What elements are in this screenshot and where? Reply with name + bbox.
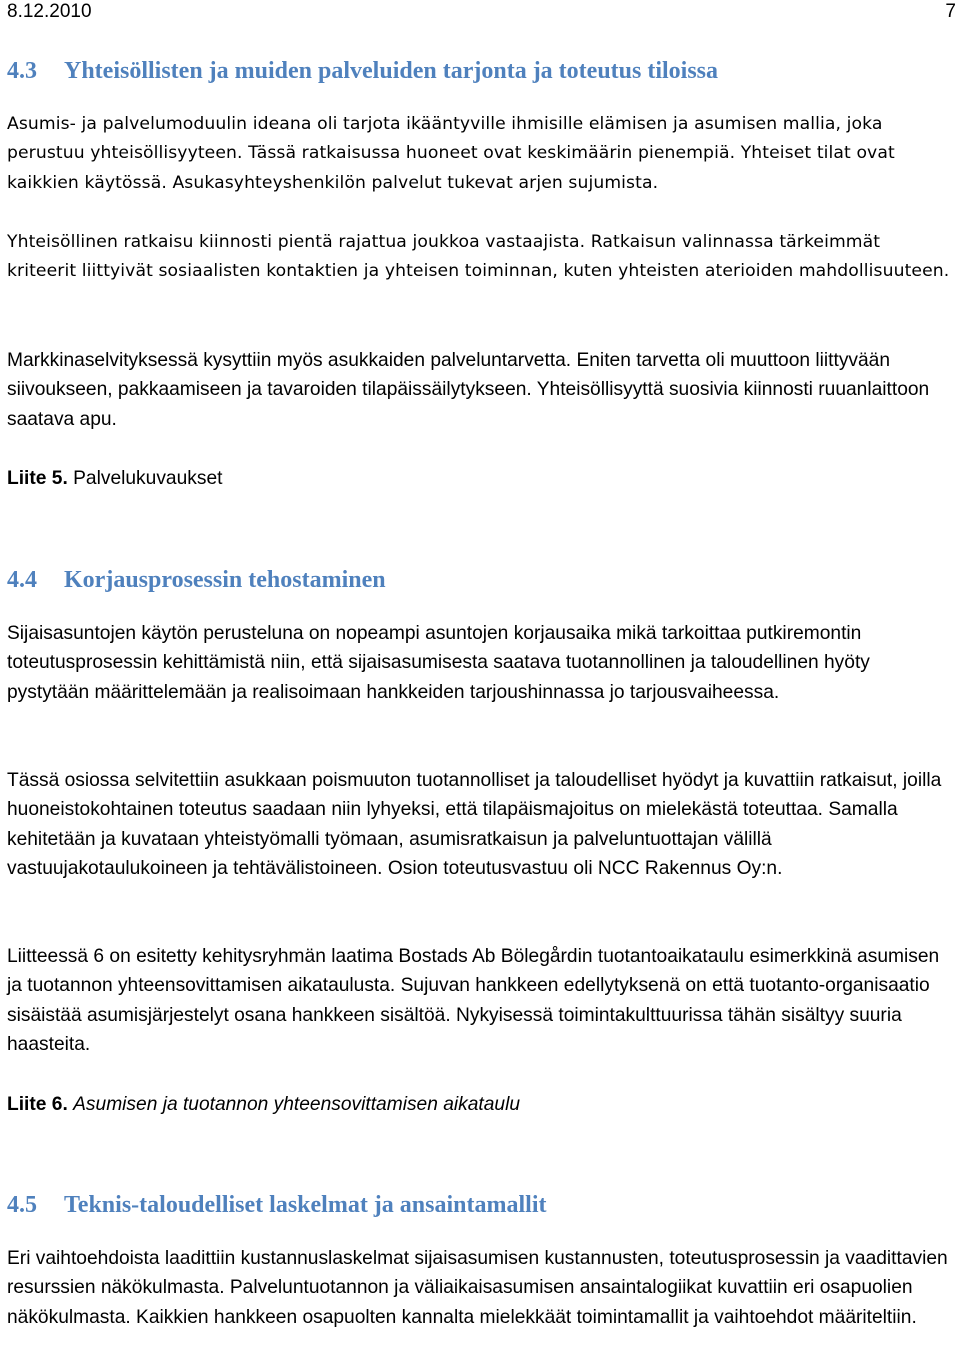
section-number: 4.4 bbox=[7, 567, 37, 593]
appendix-reference bbox=[7, 464, 222, 493]
section-title: Yhteisöllisten ja muiden palveluiden tarjonta ja toteutus tiloissa bbox=[64, 58, 719, 84]
paragraph: Sijaisasuntojen käytön perusteluna on nopeampi asuntojen korjausaika mikä tarkoittaa putkiremontin toteutusprosessin kehittämistä niin, että sijaisasumisesta saatava tuotannollinen ja taloudellinen hyöty pystytään määrittelemään ja realisoimaan hankkeiden tarjoushinnassa jo tarjousvaiheessa. bbox=[7, 623, 870, 703]
section-heading-4-4 bbox=[7, 565, 386, 595]
paragraph: Markkinaselvityksessä kysyttiin myös asukkaiden palveluntarvetta. Eniten tarvetta oli muuttoon liittyvään siivoukseen, pakkaamiseen ja tavaroiden tilapäissäilytykseen. Yhteisöllisyyttä suosivia kiinnosti ruuanlaittoon saatava apu. bbox=[7, 350, 930, 430]
paragraph: Asumis- ja palvelumoduulin ideana oli tarjota ikääntyville ihmisille elämisen ja asumisen mallia, joka perustuu yhteisöllisyyteen. Tässä ratkaisussa huoneet ovat keskimäärin pienempiä. Yhteiset tilat ovat kaikkien käytössä. Asukasyhteyshenkilön palvelut tukevat arjen sujumista. bbox=[7, 114, 895, 193]
appendix-label: Liite 6. bbox=[7, 1094, 68, 1115]
paragraph: Eri vaihtoehdoista laadittiin kustannuslaskelmat sijaisasumisen kustannusten, toteutusprosessin ja vaadittavien resurssien näkökulmasta. Palveluntuotannon ja väliaikaisasumisen ansaintalogiikat kuvattiin eri osapuolien näkökulmasta. Kaikkien hankkeen osapuolten kannalta mielekkäät toimintamallit ja vaihtoehdot määriteltiin. bbox=[7, 1248, 948, 1328]
section-title: Korjausprosessin tehostaminen bbox=[64, 567, 386, 593]
section-heading-4-5 bbox=[7, 1190, 546, 1220]
page-number: 7 bbox=[945, 1, 956, 22]
header-date: 8.12.2010 bbox=[7, 1, 92, 22]
section-heading-4-3 bbox=[7, 56, 718, 86]
appendix-label: Liite 5. bbox=[7, 468, 68, 489]
paragraph: Tässä osiossa selvitettiin asukkaan poismuuton tuotannolliset ja taloudelliset hyödyt ja kuvattiin ratkaisut, joilla huoneistokohtainen toteutus saadaan niin lyhyeksi, että tilapäismajoitus on mielekästä toteuttaa. Samalla kehitetään ja kuvataan yhteistyömalli työmaan, asumisratkaisun ja palveluntuottajan välillä vastuujakotaulukoineen ja tehtävälistoineen. Osion toteutusvastuu oli NCC Rakennus Oy:n. bbox=[7, 770, 942, 879]
paragraph: Yhteisöllinen ratkaisu kiinnosti pientä rajattua joukkoa vastaajista. Ratkaisun valinnassa tärkeimmät kriteerit liittyivät sosiaalisten kontaktien ja yhteisen toiminnan, kuten yhteisten aterioiden mahdollisuuteen. bbox=[7, 232, 950, 282]
paragraph: Liitteessä 6 on esitetty kehitysryhmän laatima Bostads Ab Bölegårdin tuotantoaikataulu esimerkkinä asumisen ja tuotannon yhteensovittamisen aikataulusta. Sujuvan hankkeen edellytyksenä on että tuotanto-organisaatio sisäistää asumisjärjestelyt osana hankkeen sisältöä. Nykyisessä toimintakulttuurissa tähän sisältyy suuria haasteita. bbox=[7, 946, 940, 1055]
section-number: 4.3 bbox=[7, 58, 37, 84]
section-number: 4.5 bbox=[7, 1192, 37, 1218]
section-title: Teknis-taloudelliset laskelmat ja ansaintamallit bbox=[64, 1192, 547, 1218]
appendix-title: Asumisen ja tuotannon yhteensovittamisen aikataulu bbox=[73, 1094, 521, 1115]
page-header bbox=[7, 0, 956, 24]
appendix-title: Palvelukuvaukset bbox=[73, 468, 223, 489]
appendix-reference bbox=[7, 1090, 520, 1119]
